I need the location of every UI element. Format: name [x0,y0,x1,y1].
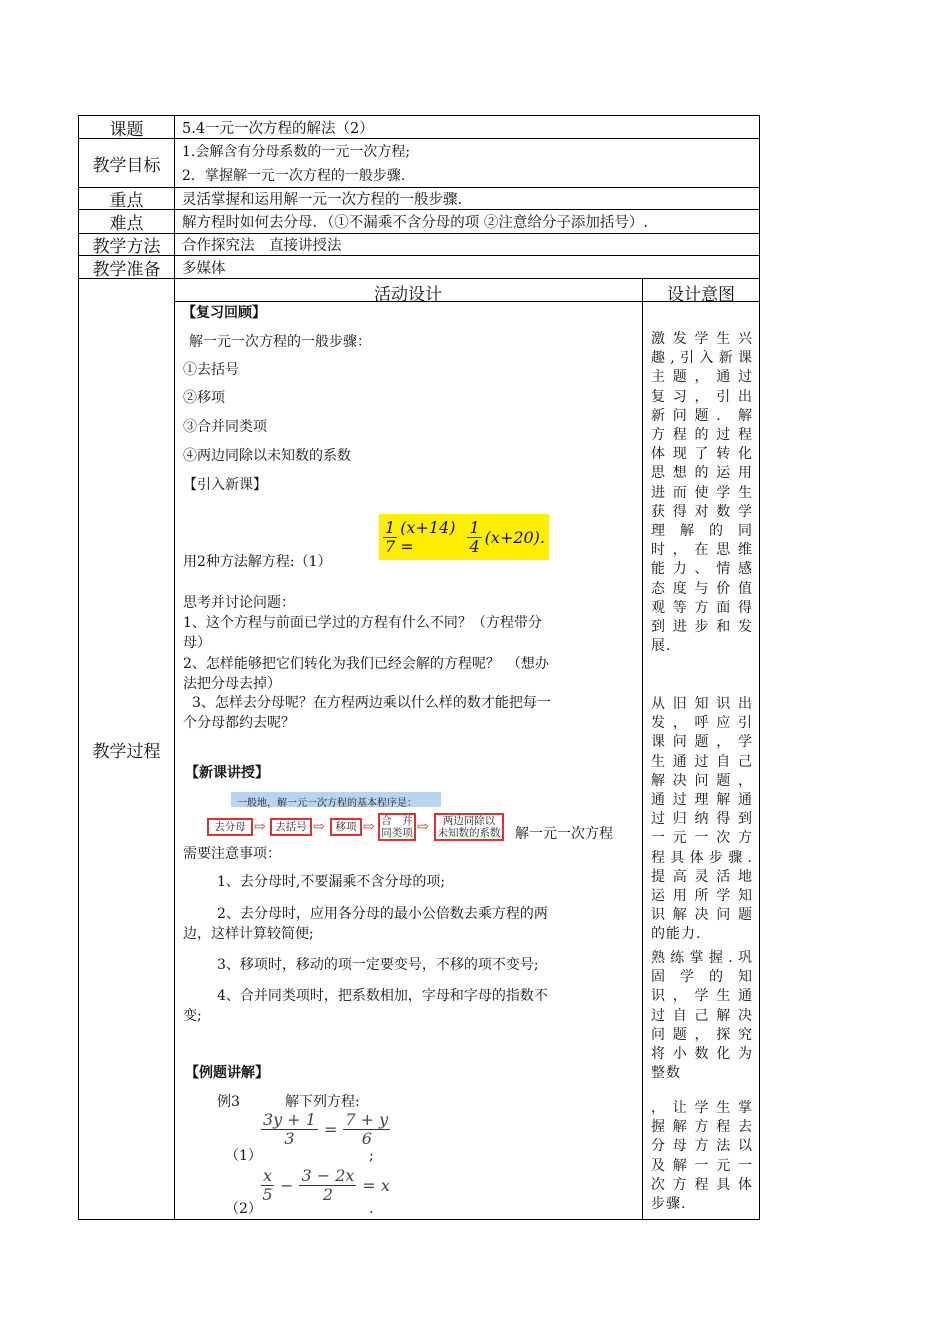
intro-title: 【引入新课】 [183,477,267,493]
row-difficulty [79,210,759,234]
eq-left-rest: (x+14) = [400,518,456,556]
question-3a: 3、怎样去分母呢？在方程两边乘以什么样的数才能把每一 [192,695,551,711]
question-3b: 个分母都约去呢？ [183,715,295,731]
note-4a: 4、合并同类项时，把系数相加，字母和字母的指数不 [217,988,548,1004]
method-label: 教学方法 [79,234,175,255]
row-goals [79,139,759,188]
process-label: 教学过程 [79,279,175,1219]
step-2: ②移项 [183,390,225,406]
eq-frac-right: $\frac{1}{4}$ [469,517,480,556]
example-1-label: （1） [225,1148,262,1164]
goal-item-1: 1.会解含有分母系数的一元一次方程; [182,144,411,160]
row-method [79,234,759,256]
column-divider [642,279,643,1219]
flow-step-2: 去括号 [270,818,312,836]
step-3: ③合并同类项 [183,419,267,435]
goal-item-2: 2．掌握解一元一次方程的一般步骤. [182,168,406,184]
note-1: 1、去分母时,不要漏乘不含分母的项; [217,874,446,890]
example-text: 解下列方程: [285,1094,360,1110]
step-1: ①去括号 [183,362,239,378]
step-4: ④两边同除以未知数的系数 [183,448,351,464]
note-2a: 2、去分母时，应用各分母的最小公倍数去乘方程的两 [217,906,548,922]
question-1b: 母） [183,635,211,651]
flow-step-1: 去分母 [207,818,253,836]
example-1-equation: $\frac{3y + 1}{3}$ = $\frac{7 + y}{6}$ [263,1110,389,1148]
example-2-label: （2） [225,1201,262,1217]
flow-step-4: 合 并 同类项 [378,813,416,841]
example-1-tail: ; [369,1148,374,1164]
goals-label: 教学目标 [79,139,175,187]
note-3: 3、移项时，移动的项一定要变号，不移的项不变号; [217,957,539,973]
key-label: 重点 [79,188,175,209]
intent-block-3: 熟练掌握.巩 固学的知 识，学生通 过自己解决 问题，探究 将小数化为 整数 [651,950,753,1082]
flow-step-3: 移项 [330,818,362,836]
review-intro: 解一元一次方程的一般步骤： [189,334,371,350]
lecture-title: 【新课讲授】 [185,765,269,781]
intent-block-4: ，让学生掌 握解方程去 分母方法以 及解一元一 次方程具体 步骤. [651,1100,753,1213]
arrow-right-icon: ⇨ [363,819,375,835]
difficulty-label: 难点 [79,210,175,233]
col-intent-header: 设计意图 [667,285,735,305]
row-topic [79,116,759,139]
row-prep [79,256,759,279]
discuss-title: 思考并讨论问题： [183,595,295,611]
key-value: 灵活掌握和运用解一元一次方程的一般步骤. [182,192,463,208]
note-2b: 边，这样计算较简便; [183,926,314,942]
arrow-right-icon: ⇨ [313,819,325,835]
question-1a: 1、这个方程与前面已学过的方程有什么不同？（方程带分 [183,615,542,631]
eq-frac-left: $\frac{1}{7}$ [385,517,396,556]
intent-block-1: 激发学生兴 趣,引入新课 主题，通过 复习，引出 新问题．解 方程的过程 体现了转化 思想的运用 进而使学生 获得对数学 理解的同 时，在思维 能力、情感 态度与价值 观等方面得 到进步和发 展. [651,331,753,655]
arrow-right-icon: ⇨ [254,819,266,835]
method-value: 合作探究法 直接讲授法 [182,238,342,254]
equation-prompt: 用2种方法解方程:（1） [183,554,332,570]
example-2-tail: . [369,1201,374,1217]
prep-value: 多媒体 [182,260,226,277]
eq-right-rest: (x+20). [484,527,545,547]
prep-label: 教学准备 [79,256,175,278]
equation-highlight [379,514,549,560]
example-title: 【例题讲解】 [185,1065,269,1081]
arrow-right-icon: ⇨ [417,819,429,835]
difficulty-value: 解方程时如何去分母．（①不漏乘不含分母的项 ②注意给分子添加括号）. [182,215,648,231]
topic-value: 5.4一元一次方程的解法（2） [182,120,374,137]
flow-step-5: 两边同除以 未知数的系数 [434,813,504,841]
question-2a: 2、怎样能够把它们转化为我们已经会解的方程呢？ （想办 [183,656,549,672]
intent-block-2: 从旧知识出 发，呼应引 课问题，学 生通过自己 解决问题， 通过理解通 过归纳得到 一元一次方 程具体步骤. 提高灵活地 运用所学知 识解决问题 的能力. [651,696,753,943]
flow-tail: 解一元一次方程 [515,826,613,842]
question-2b: 法把分母去掉） [183,676,281,692]
flow-banner: 一般地，解一元一次方程的基本程序是： [231,792,441,807]
notes-title: 需要注意事项： [183,846,281,862]
row-key [79,188,759,210]
topic-label: 课题 [79,116,175,138]
lesson-plan-table [78,115,760,1220]
example-2-equation: $\frac{x}{5}$ − $\frac{3 - 2x}{2}$ = x [262,1166,390,1204]
col-activity-header: 活动设计 [374,285,442,305]
example-label: 例3 [217,1094,240,1110]
note-4b: 变; [183,1008,202,1024]
review-title: 【复习回顾】 [182,305,266,321]
